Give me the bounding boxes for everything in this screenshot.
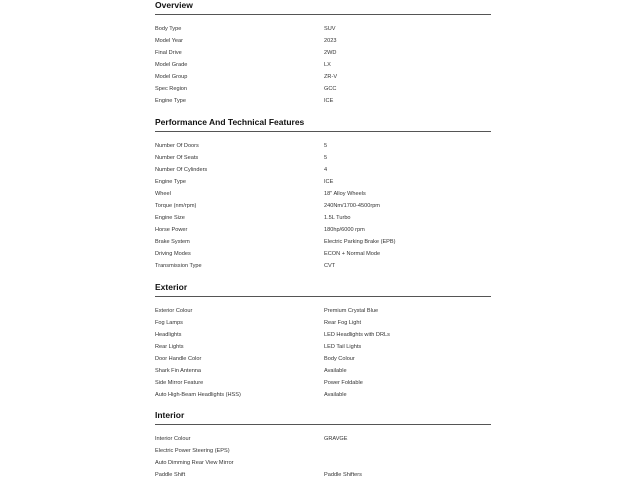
- spec-label: Engine Size: [155, 215, 185, 221]
- spec-value: Electric Parking Brake (EPB): [324, 239, 396, 245]
- spec-rows-performance: [155, 140, 491, 272]
- section-performance: [155, 117, 491, 272]
- spec-value: ZR-V: [324, 74, 338, 80]
- spec-label: Number Of Cylinders: [155, 167, 208, 173]
- section-title-performance: Performance And Technical Features: [155, 117, 491, 132]
- spec-value: Available: [324, 392, 347, 398]
- spec-value: ICE: [324, 179, 334, 185]
- spec-label: Engine Type: [155, 98, 186, 104]
- spec-row: [155, 140, 491, 152]
- spec-value: 2023: [324, 38, 337, 44]
- section-title-exterior: Exterior: [155, 282, 491, 297]
- spec-row: [155, 445, 491, 457]
- spec-row: [155, 457, 491, 469]
- spec-label: Electric Power Steering (EPS): [155, 448, 230, 454]
- spec-value: 2WD: [324, 50, 337, 56]
- spec-value: 18" Alloy Wheels: [324, 191, 366, 197]
- spec-value: 180hp/6000 rpm: [324, 227, 365, 233]
- spec-label: Exterior Colour: [155, 308, 193, 314]
- spec-row: [155, 212, 491, 224]
- spec-row: [155, 59, 491, 71]
- spec-label: Paddle Shift: [155, 472, 186, 478]
- spec-value: GCC: [324, 86, 337, 92]
- spec-value: 5: [324, 143, 328, 149]
- spec-value: Power Foldable: [324, 380, 363, 386]
- spec-value: ICE: [324, 98, 334, 104]
- spec-row: [155, 152, 491, 164]
- spec-label: Model Year: [155, 38, 183, 44]
- spec-row: [155, 260, 491, 272]
- spec-label: Final Drive: [155, 50, 182, 56]
- spec-row: [155, 71, 491, 83]
- spec-label: Body Type: [155, 26, 182, 32]
- spec-value: [324, 445, 491, 457]
- spec-label: Auto Dimming Rear View Mirror: [155, 460, 234, 466]
- spec-value: Rear Fog Light: [324, 320, 362, 326]
- spec-label: Driving Modes: [155, 251, 191, 257]
- spec-label: Side Mirror Feature: [155, 380, 204, 386]
- spec-label: Transmission Type: [155, 263, 202, 269]
- spec-row: [155, 341, 491, 353]
- spec-row: [155, 248, 491, 260]
- spec-label: Engine Type: [155, 179, 186, 185]
- spec-row: [155, 469, 491, 480]
- spec-row: [155, 188, 491, 200]
- spec-label: Rear Lights: [155, 344, 184, 350]
- spec-row: [155, 377, 491, 389]
- spec-value: Premium Crystal Blue: [324, 308, 379, 314]
- spec-label: Torque (nm/rpm): [155, 203, 197, 209]
- spec-label: Fog Lamps: [155, 320, 183, 326]
- spec-label: Horse Power: [155, 227, 188, 233]
- spec-value: [324, 457, 491, 469]
- spec-rows-interior: [155, 433, 491, 480]
- section-interior: [155, 410, 491, 480]
- spec-value: Body Colour: [324, 356, 355, 362]
- spec-value: LX: [324, 62, 331, 68]
- spec-label: Door Handle Color: [155, 356, 202, 362]
- spec-label: Brake System: [155, 239, 190, 245]
- spec-row: [155, 433, 491, 445]
- spec-value: 5: [324, 155, 328, 161]
- spec-label: Number Of Seats: [155, 155, 199, 161]
- spec-row: [155, 224, 491, 236]
- spec-row: [155, 23, 491, 35]
- spec-rows-overview: [155, 23, 491, 107]
- spec-value: LED Headlights with DRLs: [324, 332, 390, 338]
- spec-label: Model Grade: [155, 62, 188, 68]
- spec-value: 240Nm/1700-4500rpm: [324, 203, 380, 209]
- spec-label: Number Of Doors: [155, 143, 199, 149]
- spec-label: Shark Fin Antenna: [155, 368, 202, 374]
- spec-value: ECON + Normal Mode: [324, 251, 381, 257]
- spec-row: [155, 35, 491, 47]
- spec-row: [155, 365, 491, 377]
- spec-value: Paddle Shifters: [324, 472, 362, 478]
- spec-row: [155, 329, 491, 341]
- section-title-interior: Interior: [155, 410, 491, 425]
- spec-label: Spec Region: [155, 86, 188, 92]
- spec-row: [155, 236, 491, 248]
- spec-value: CVT: [324, 263, 336, 269]
- spec-row: [155, 317, 491, 329]
- spec-label: Auto High-Beam Headlights (HSS): [155, 392, 241, 398]
- section-overview: [155, 0, 491, 107]
- spec-value: 1.5L Turbo: [324, 215, 351, 221]
- spec-row: [155, 389, 491, 401]
- spec-row: [155, 95, 491, 107]
- spec-row: [155, 353, 491, 365]
- spec-value: LED Tail Lights: [324, 344, 362, 350]
- spec-value: SUV: [324, 26, 336, 32]
- spec-row: [155, 47, 491, 59]
- spec-row: [155, 83, 491, 95]
- section-title-overview: Overview: [155, 0, 491, 15]
- section-exterior: [155, 282, 491, 401]
- spec-label: Headlights: [155, 332, 182, 338]
- spec-label: Model Group: [155, 74, 188, 80]
- spec-row: [155, 176, 491, 188]
- spec-label: Interior Colour: [155, 436, 191, 442]
- spec-value: Available: [324, 368, 347, 374]
- spec-rows-exterior: [155, 305, 491, 401]
- spec-row: [155, 164, 491, 176]
- spec-value: GRAVGE: [324, 436, 348, 442]
- spec-row: [155, 200, 491, 212]
- spec-value: 4: [324, 167, 328, 173]
- spec-label: Wheel: [155, 191, 171, 197]
- spec-row: [155, 305, 491, 317]
